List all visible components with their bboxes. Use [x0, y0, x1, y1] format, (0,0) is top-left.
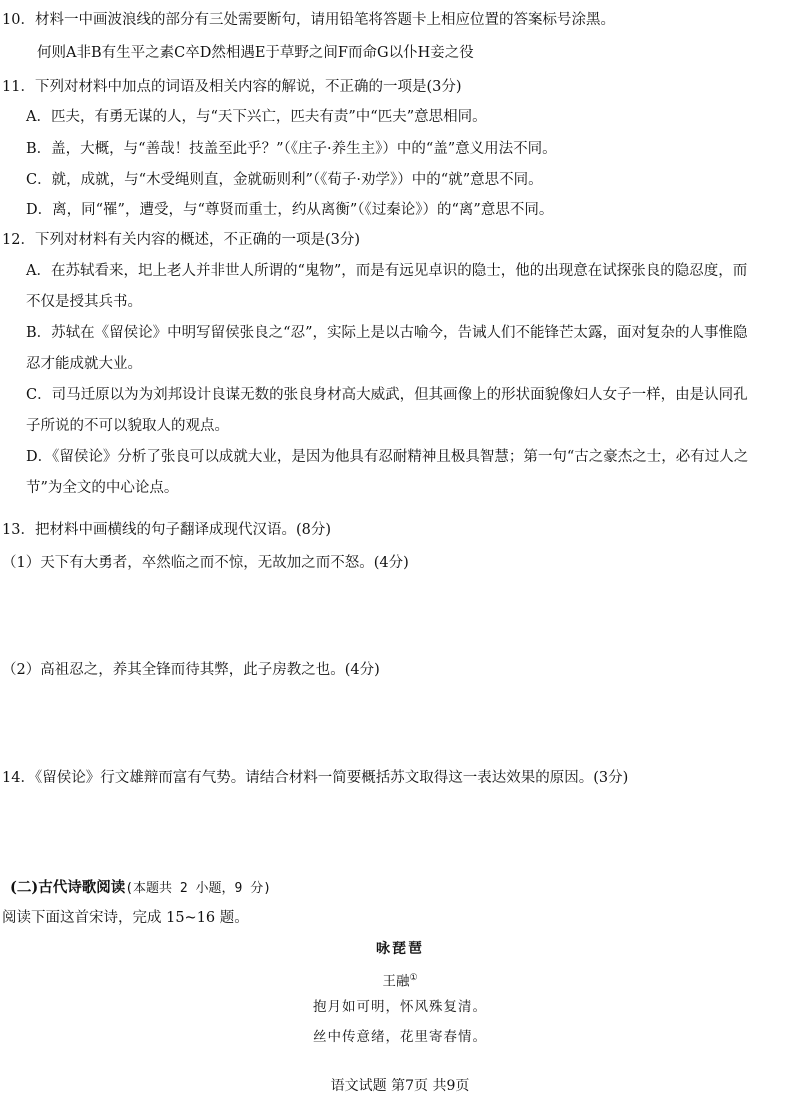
q12-stem: 12．下列对材料有关内容的概述，不正确的一项是(3分) [2, 232, 360, 248]
poem-title: 咏琵琶 [376, 941, 424, 957]
poem-author-note: ① [409, 973, 418, 983]
q11-option-c: C．就，成就，与“木受绳则直，金就砺则利”（《荀子·劝学》）中的“就”意思不同。 [26, 172, 543, 188]
q12-line: 忍才能成就大业。 [26, 356, 142, 372]
q13-stem: 13．把材料中画横线的句子翻译成现代汉语。(8分) [2, 522, 331, 538]
poem-author-name: 王融 [382, 973, 410, 990]
q12-line: 节”为全文的中心论点。 [26, 480, 179, 496]
q12-line: 不仅是授其兵书。 [26, 294, 142, 310]
poem-author [0, 968, 800, 992]
q12-line: 子所说的不可以貌取人的观点。 [26, 418, 229, 434]
q12-line: C．司马迁原以为为刘邦设计良谋无数的张良身材高大威武，但其画像上的形状面貌像妇人女子一样，由是认同孔 [26, 387, 748, 403]
q10-text: 何则A非B有生平之素C卒D然相遇E于草野之间F而命G以仆H妾之役 [37, 45, 474, 61]
q12-line: B．苏轼在《留侯论》中明写留侯张良之“忍”，实际上是以古喻今，告诫人们不能锋芒太露，面对复杂的人事惟隐 [26, 325, 748, 341]
poem-line-2: 丝中传意绪，花里寄春情。 [313, 1029, 487, 1045]
poem-line-1: 抱月如可明，怀风殊复清。 [313, 999, 487, 1015]
q11-stem: 11．下列对材料中加点的词语及相关内容的解说，不正确的一项是(3分) [2, 79, 462, 95]
q10-stem: 10．材料一中画波浪线的部分有三处需要断句，请用铅笔将答题卡上相应位置的答案标号涂黑。 [2, 12, 615, 28]
q14-stem: 14．《留侯论》行文雄辩而富有气势。请结合材料一简要概括苏文取得这一表达效果的原因。(3分) [2, 770, 629, 786]
q11-option-b: B．盖，大概，与“善哉！技盖至此乎？”（《庄子·养生主》）中的“盖”意义用法不同。 [26, 141, 557, 157]
q11-option-a: A．匹夫，有勇无谋的人，与“天下兴亡，匹夫有责”中“匹夫”意思相同。 [26, 109, 487, 125]
section2-instruction: 阅读下面这首宋诗，完成 15~16 题。 [2, 910, 249, 926]
q13-sub2: （2）高祖忍之，养其全锋而待其弊，此子房教之也。(4分) [2, 662, 380, 678]
section2-heading [10, 878, 271, 899]
section2-heading-note: (本题共 2 小题，9 分) [125, 881, 272, 896]
q13-sub1: （1）天下有大勇者，卒然临之而不惊，无故加之而不怒。(4分) [2, 555, 409, 571]
page-footer: 语文试题 第7页 共9页 [330, 1078, 470, 1094]
q11-option-d: D．离，同“罹”，遭受，与“尊贤而重士，约从离衡”（《过秦论》）的“离”意思不同。 [26, 202, 554, 218]
q12-line: D．《留侯论》分析了张良可以成就大业，是因为他具有忍耐精神且极具智慧；第一句“古之豪杰之士，必有过人之 [26, 449, 749, 465]
q12-line: A．在苏轼看来，圯上老人并非世人所谓的“鬼物”，而是有远见卓识的隐士，他的出现意在试探张良的隐忍度，而 [26, 263, 748, 279]
section2-heading-bold: (二)古代诗歌阅读 [10, 879, 126, 896]
